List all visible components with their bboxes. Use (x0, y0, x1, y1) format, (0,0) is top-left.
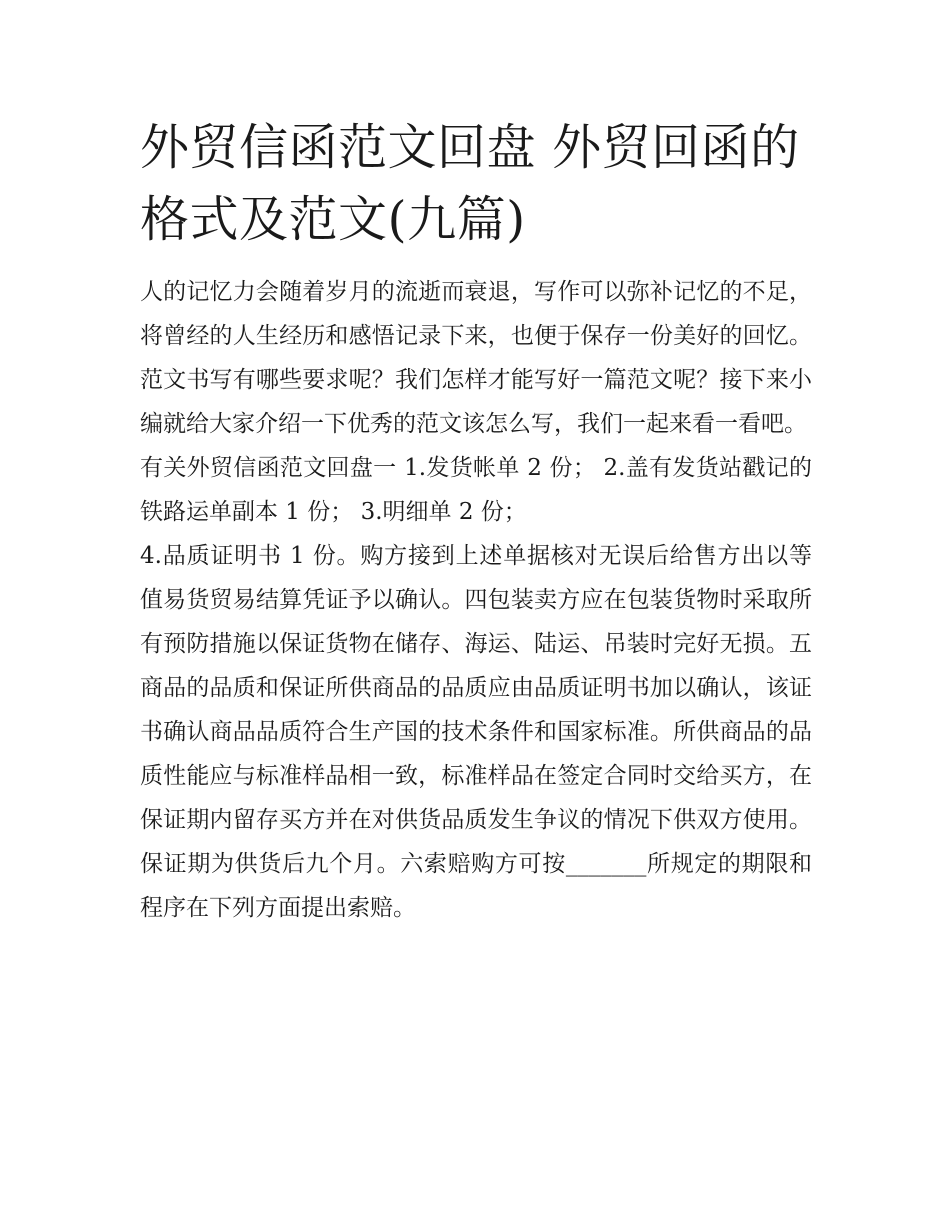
documents-list-paragraph: 有关外贸信函范文回盘一 1.发货帐单 2 份； 2.盖有发货站戳记的铁路运单副本 1 份； 3.明细单 2 份； (140, 455, 812, 525)
intro-paragraph: 人的记忆力会随着岁月的流逝而衰退，写作可以弥补记忆的不足，将曾经的人生经历和感悟记录下来，也便于保存一份美好的回忆。范文书写有哪些要求呢？我们怎样才能写好一篇范文呢？接下来小编就给大家介绍一下优秀的范文该怎么写，我们一起来看一看吧。 (140, 279, 812, 437)
contract-terms-paragraph: 4.品质证明书 1 份。购方接到上述单据核对无误后给售方出以等值易货贸易结算凭证予以确认。四包装卖方应在包装货物时采取所有预防措施以保证货物在储存、海运、陆运、吊装时完好无损。五商品的品质和保证所供商品的品质应由品质证明书加以确认，该证书确认商品品质符合生产国的技术条件和国家标准。所供商品的品质性能应与标准样品相一致，标准样品在签定合同时交给买方，在保证期内留存买方并在对供货品质发生争议的情况下供双方使用。保证期为供货后九个月。六索赔购方可按_______所规定的期限和程序在下列方面提出索赔。 (140, 543, 812, 921)
document-title: 外贸信函范文回盘 外贸回函的格式及范文(九篇) (140, 119, 800, 248)
